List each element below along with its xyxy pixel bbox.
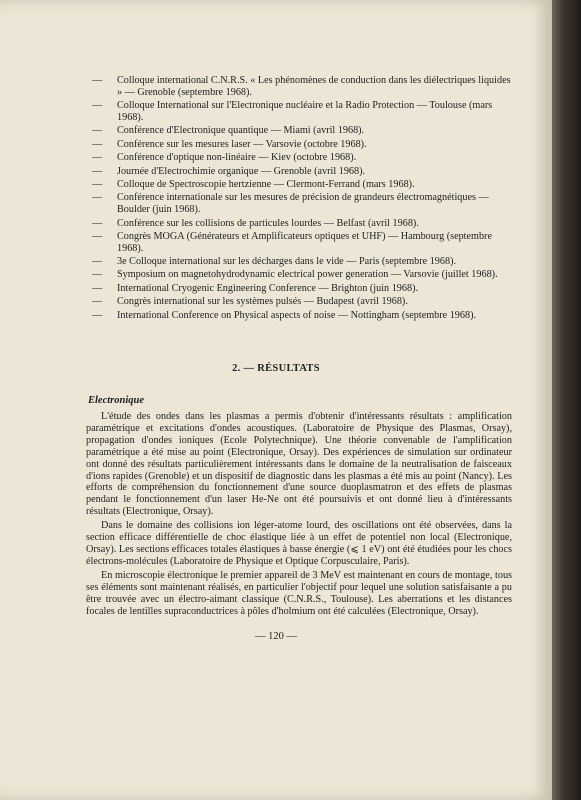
list-dash: —	[92, 138, 103, 150]
subsection-title: Electronique	[88, 395, 145, 406]
list-dash: —	[92, 217, 103, 229]
conference-list	[92, 75, 516, 323]
list-item	[92, 218, 516, 230]
paragraph: L'étude des ondes dans les plasmas a permis d'obtenir d'intéressants résultats : amplification paramétrique et excitations d'ondes acoustiques. (Laboratoire de Physique des Plasmas, Orsay), propagation d'ondes ioniques (Ecole Polytechnique). Une théorie convenable de l'amplification paramétrique a été mise au point (Electronique, Orsay). Des expériences de simulation sur ordinateur ont donné des résultats particulièrement intéressants dans le domaine de la neutralisation de faisceaux d'ions rapides (Grenoble) et un dispositif de diagnostic dans les plasmas a été mis au point (Nancy). Les efforts de compréhension du fonctionnement d'une source duoplasmatron et des effets de plasmas pendant le fonctionnement d'un laser He-Ne ont été poursuivis et ont donné lieu à d'intéressants résultats (Electronique, Orsay).	[86, 411, 512, 518]
list-item	[92, 256, 516, 268]
list-item-text: Congrès international sur les systèmes pulsés — Budapest (avril 1968).	[117, 296, 408, 308]
list-item	[92, 269, 516, 281]
list-item	[92, 152, 516, 164]
list-item	[92, 179, 516, 191]
page-number: — 120 —	[255, 631, 297, 642]
list-item	[92, 75, 516, 99]
list-item	[92, 100, 516, 124]
list-item-text: International Conference on Physical aspects of noise — Nottingham (septembre 1968).	[117, 309, 477, 321]
list-item-text: Conférence sur les mesures laser — Varsovie (octobre 1968).	[117, 138, 367, 150]
list-item-text: Conférence d'Electronique quantique — Miami (avril 1968).	[117, 125, 365, 137]
list-item-text: Conférence sur les collisions de particules lourdes — Belfast (avril 1968).	[117, 217, 419, 229]
results-text	[86, 411, 512, 619]
list-dash: —	[92, 192, 103, 204]
list-item-text: Conférence d'optique non-linéaire — Kiev (octobre 1968).	[117, 152, 357, 164]
list-dash: —	[92, 282, 103, 294]
list-item	[92, 296, 516, 308]
list-dash: —	[92, 75, 103, 86]
paragraph: Dans le domaine des collisions ion léger-atome lourd, des oscillations ont été observées, dans la section efficace différentielle de choc élastique liée à un effet de potentiel non local (Electronique, Orsay). Les sections efficaces totales élastiques à basse énergie (⩽ 1 eV) ont été étudiées pour les chocs électrons-molécules (Laboratoire de Physique et Optique Corpusculaire, Paris).	[86, 520, 512, 567]
list-item	[92, 283, 516, 295]
list-dash: —	[92, 296, 103, 308]
list-item	[92, 310, 516, 322]
list-dash: —	[92, 152, 103, 164]
list-item-text: International Cryogenic Engineering Conference — Brighton (juin 1968).	[117, 282, 419, 294]
list-item-text: 3e Colloque international sur les décharges dans le vide — Paris (septembre 1968).	[117, 256, 457, 268]
book-binding	[552, 0, 581, 800]
list-item	[92, 166, 516, 178]
list-item-text: Symposium on magnetohydrodynamic electrical power generation — Varsovie (juillet 1968).	[117, 269, 498, 281]
list-item-text: Colloque de Spectroscopie hertzienne — Clermont-Ferrand (mars 1968).	[117, 178, 415, 190]
list-dash: —	[92, 269, 103, 281]
list-dash: —	[92, 309, 103, 321]
list-item-text: Colloque international C.N.R.S. « Les phénomènes de conduction dans les diélectriques liquides » — Grenoble (septembre 1968).	[117, 75, 511, 98]
paragraph: En microscopie électronique le premier appareil de 3 MeV est maintenant en cours de montage, tous ses éléments sont maintenant réalisés, en particulier l'objectif pour lequel une solution satisfaisante a pu être trouvée avec un électro-aimant classique (C.N.R.S., Toulouse). Les aberrations et les distances focales de lentilles supraconductrices à pôles d'holmium ont été calculées (Electronique, Orsay).	[86, 569, 512, 617]
list-item	[92, 231, 516, 255]
list-item-text: Conférence internationale sur les mesures de précision de grandeurs électromagnétiques — Boulder (juin 1968).	[117, 192, 489, 216]
list-item-text: Congrès MOGA (Générateurs et Amplificateurs optiques et UHF) — Hambourg (septembre 1968).	[117, 230, 492, 254]
section-title: 2. — RÉSULTATS	[232, 363, 320, 374]
list-dash: —	[92, 125, 103, 137]
list-dash: —	[92, 100, 103, 112]
list-dash: —	[92, 230, 103, 242]
list-item-text: Colloque International sur l'Electronique nucléaire et la Radio Protection — Toulouse (mars 1968).	[117, 100, 493, 123]
list-item-text: Journée d'Electrochimie organique — Grenoble (avril 1968).	[117, 165, 366, 177]
list-item	[92, 139, 516, 151]
list-item	[92, 125, 516, 137]
list-dash: —	[92, 178, 103, 190]
list-item	[92, 192, 516, 216]
list-dash: —	[92, 256, 103, 268]
list-dash: —	[92, 165, 103, 177]
